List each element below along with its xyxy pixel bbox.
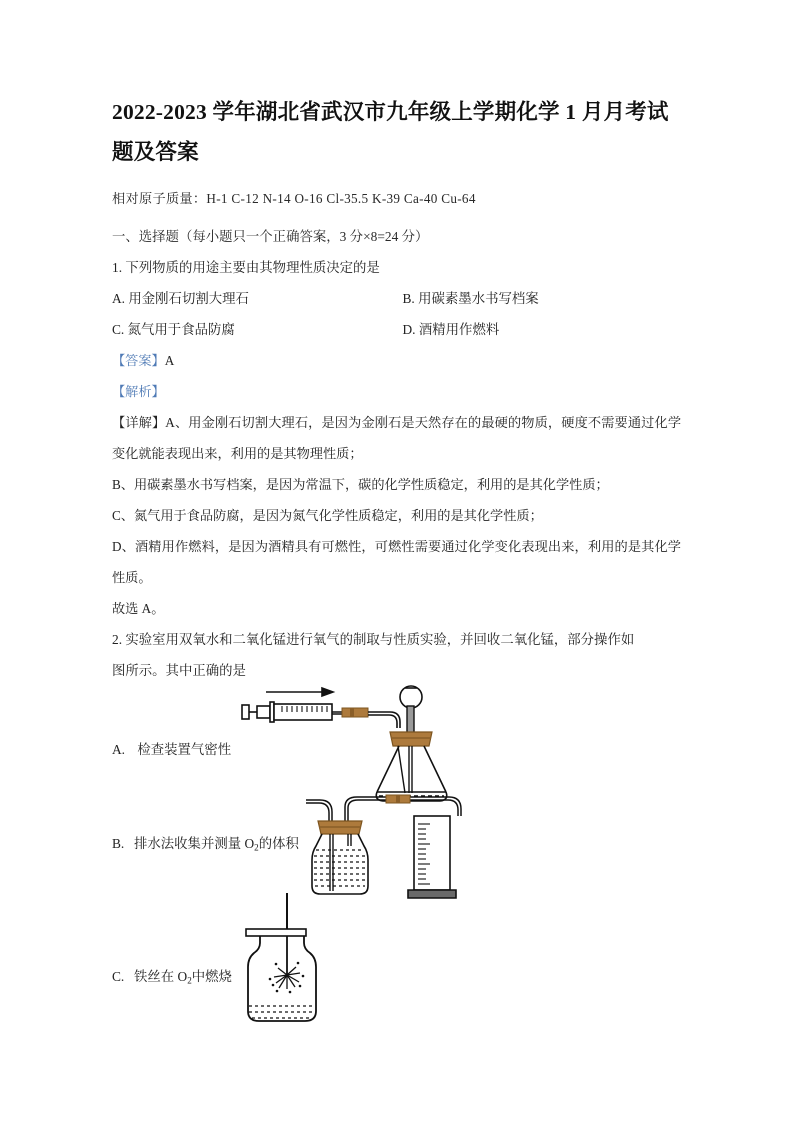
question-2-option-a-block [112, 686, 681, 798]
question-2-option-c-label [112, 913, 681, 997]
figure-airtightness-check [240, 680, 460, 806]
question-1-detail-line-2: B、用碳素墨水书写档案，是因为常温下，碳的化学性质稳定，利用的是其化学性质； [112, 477, 609, 492]
answer-tag: 【答案】 [112, 353, 165, 368]
section-heading: 一、选择题（每小题只一个正确答案，3 分×8=24 分） [112, 229, 429, 244]
question-1-stem: 1. 下列物质的用途主要由其物理性质决定的是 [112, 260, 380, 275]
question-1-option-b [391, 283, 682, 314]
question-1-options-row-2 [112, 314, 681, 345]
question-1-options-row-1 [112, 283, 681, 314]
question-1-analysis-line [112, 376, 681, 407]
option-b-letter: B. [402, 291, 415, 306]
question-1-answer-line [112, 345, 681, 376]
question-1-option-c [112, 314, 391, 345]
option-d-text: 酒精用作燃料 [418, 322, 500, 337]
figure-water-displacement [302, 794, 472, 906]
detail-text-a: A、用金刚石切割大理石，是因为金刚石是天然存在的最硬的物质，硬度不需要通过化学变化就能表现出来，利用的是其物理性质； [112, 415, 682, 461]
question-1-detail-line-3: C、氮气用于食品防腐，是因为氮气化学性质稳定，利用的是其化学性质； [112, 508, 543, 523]
analysis-tag: 【解析】 [112, 384, 165, 399]
option-b-text-after: 的体积 [258, 836, 299, 851]
option-d-letter: D. [402, 322, 416, 337]
question-2-option-c-block [112, 913, 681, 1053]
rubber-stopper [390, 732, 432, 746]
option-c-subscript: 2 [187, 975, 192, 986]
option-c-letter: C. [112, 969, 125, 984]
cylinder-graduations [418, 824, 430, 884]
answer-value: A [164, 353, 175, 368]
rubber-connector [386, 795, 410, 803]
flow-arrow-icon [266, 688, 333, 696]
option-c-text-before: 铁丝在 O [134, 969, 188, 984]
detail-tag: 【详解】 [112, 415, 166, 430]
question-2-stem-line-1: 2. 实验室用双氧水和二氧化锰进行氧气的制取与性质实验，并回收二氧化锰，部分操作如 [112, 632, 635, 647]
question-1-detail-line-1 [112, 407, 681, 469]
option-a-text: 用金刚石切割大理石 [128, 291, 249, 306]
measuring-cylinder [408, 816, 456, 898]
option-b-text: 用碳素墨水书写档案 [418, 291, 539, 306]
atomic-masses-line: 相对原子质量：H-1 C-12 N-14 O-16 Cl-35.5 K-39 Ca-40 Cu-64 [112, 191, 476, 206]
option-b-text-before: 排水法收集并测量 O [134, 836, 255, 851]
option-c-letter: C. [112, 322, 125, 337]
bulb-tube [400, 686, 422, 708]
option-c-text-after: 中燃烧 [191, 969, 232, 984]
rubber-stopper [318, 821, 362, 834]
figure-iron-wire-burning [232, 893, 372, 1043]
question-2-option-b-block [112, 798, 681, 913]
option-a-letter: A. [112, 742, 126, 757]
gas-washing-bottle [312, 834, 368, 894]
option-a-text: 检查装置气密性 [137, 742, 232, 757]
question-2-stem-line-2: 图所示。其中正确的是 [112, 663, 246, 678]
option-c-text: 氮气用于食品防腐 [127, 322, 235, 337]
page-title: 2022-2023 学年湖北省武汉市九年级上学期化学 1 月月考试题及答案 [112, 100, 669, 164]
jar-water [249, 1006, 315, 1018]
question-1-option-d [391, 314, 682, 345]
option-a-letter: A. [112, 291, 126, 306]
question-1-conclusion: 故选 A。 [112, 601, 165, 616]
glass-plate [246, 929, 306, 936]
option-b-letter: B. [112, 836, 125, 851]
bottle-water [314, 850, 366, 886]
option-b-subscript: 2 [254, 842, 259, 853]
rubber-connector [342, 708, 368, 717]
question-1-option-a [112, 283, 391, 314]
question-1-detail-line-4: D、酒精用作燃料，是因为酒精具有可燃性，可燃性需要通过化学变化表现出来，利用的是其化学性质。 [112, 539, 681, 585]
